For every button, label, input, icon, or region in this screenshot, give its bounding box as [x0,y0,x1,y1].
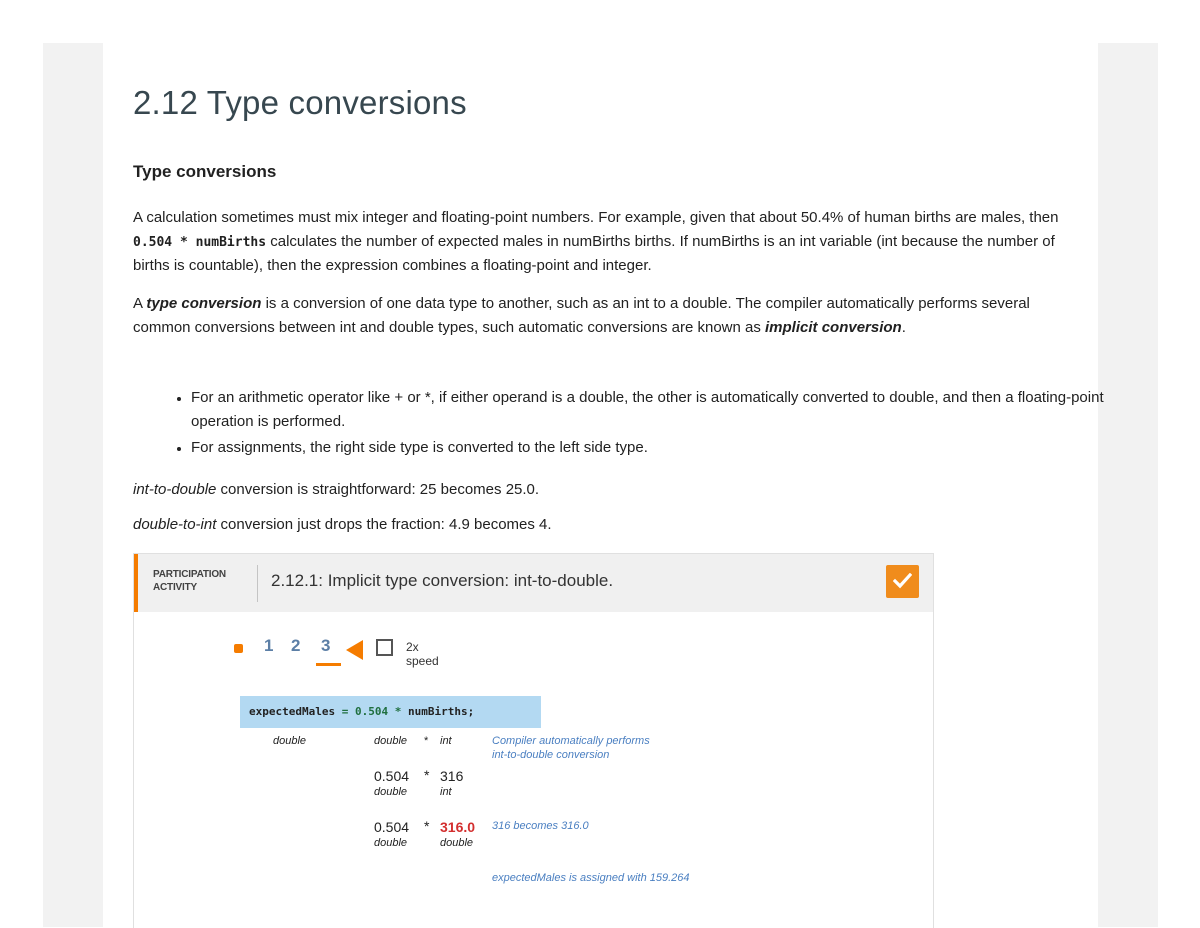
term-int-to-double: int-to-double [133,481,217,498]
code-assign: = [335,705,355,718]
p4-text: conversion just drops the fraction: 4.9 becomes 4. [216,516,552,533]
checkmark-icon [893,573,912,589]
row2-right-value: 316 [440,768,464,784]
row2-left-value: 0.504 [374,768,410,784]
paragraph-double-to-int [133,513,1068,537]
assignment-note: expectedMales is assigned with 159.264 [492,872,690,884]
activity-tag [153,568,226,594]
row2-left-type: double [374,786,408,798]
code-variable: expectedMales [249,705,336,718]
term-double-to-int: double-to-int [133,516,217,533]
term-implicit-conversion: implicit conversion [765,318,902,336]
row1-left-type: double [374,735,408,747]
activity-tag-line1: PARTICIPATION [153,569,226,580]
row1-right-type: int [440,735,452,747]
step-1-button[interactable]: 1 [264,636,274,655]
page-title: 2.12 Type conversions [133,84,467,121]
header-divider [257,565,258,602]
conversion-result-note: 316 becomes 316.0 [492,820,589,832]
activity-header [134,554,933,612]
paragraph-int-to-double [133,478,1068,502]
current-step-indicator [316,663,341,666]
term-type-conversion: type conversion [146,295,262,312]
list-item: • For an arithmetic operator like + or *, if either operand is a double, the other is automatically converted to double, and then a floating-point operation is performed. [191,386,1126,433]
code-statement [240,696,541,728]
p1-text-a: A calculation sometimes must mix integer and floating-point numbers. For example, given that about 50.4% of human births are males, then [133,209,1059,226]
code-reference: numBirths [407,705,468,718]
paragraph-type-conversion [133,292,1068,339]
play-back-icon[interactable] [346,640,363,660]
implicit-conversion-note-line2: int-to-double conversion [492,749,610,761]
section-heading: Type conversions [133,162,277,181]
code-literal: 0.504 [354,705,389,718]
p1-code: 0.504 * numBirths [133,234,267,250]
activity-tag-line2: ACTIVITY [153,582,197,593]
p1-text-b: calculates the number of expected males in numBirths births. If numBirths is an int variable (int because the number of births is countable), then the expression combines a floating-point and integer. [133,232,1055,274]
completion-checkmark-button[interactable] [886,565,919,598]
p2-text-a: A [133,295,147,312]
row1-operator: * [424,735,429,747]
list-item: • For assignments, the right side type is converted to the left side type. [191,436,1126,460]
speed-checkbox[interactable] [376,639,393,656]
right-gutter [1098,43,1158,927]
conversion-rules-list [133,386,1126,463]
step-3-button[interactable]: 3 [321,636,331,655]
activity-title: 2.12.1: Implicit type conversion: int-to-double. [271,571,614,590]
code-semicolon: ; [467,705,475,718]
paragraph-mixing-types [133,206,1068,278]
row3-converted-value: 316.0 [440,819,476,835]
row2-right-type: int [440,786,452,798]
lhs-type-label: double [273,735,307,747]
start-marker-icon [234,644,243,653]
step-2-button[interactable]: 2 [291,636,301,655]
left-gutter [43,43,103,927]
p2-text-b: is a conversion of one data type to another, such as an int to a double. The compiler automatically performs several common conversions between int and double types, such automatic conversions are known as [133,295,1030,336]
row2-operator: * [424,767,430,783]
code-operator: * [388,705,408,718]
speed-label: 2x speed [406,640,439,668]
row3-left-type: double [374,837,408,849]
row3-operator: * [424,818,430,834]
row3-right-type: double [440,837,474,849]
p2-text-c: . [901,318,906,336]
implicit-conversion-note-line1: Compiler automatically performs [492,735,650,747]
p3-text: conversion is straightforward: 25 becomes 25.0. [216,481,540,498]
row3-left-value: 0.504 [374,819,410,835]
participation-activity [133,553,934,928]
